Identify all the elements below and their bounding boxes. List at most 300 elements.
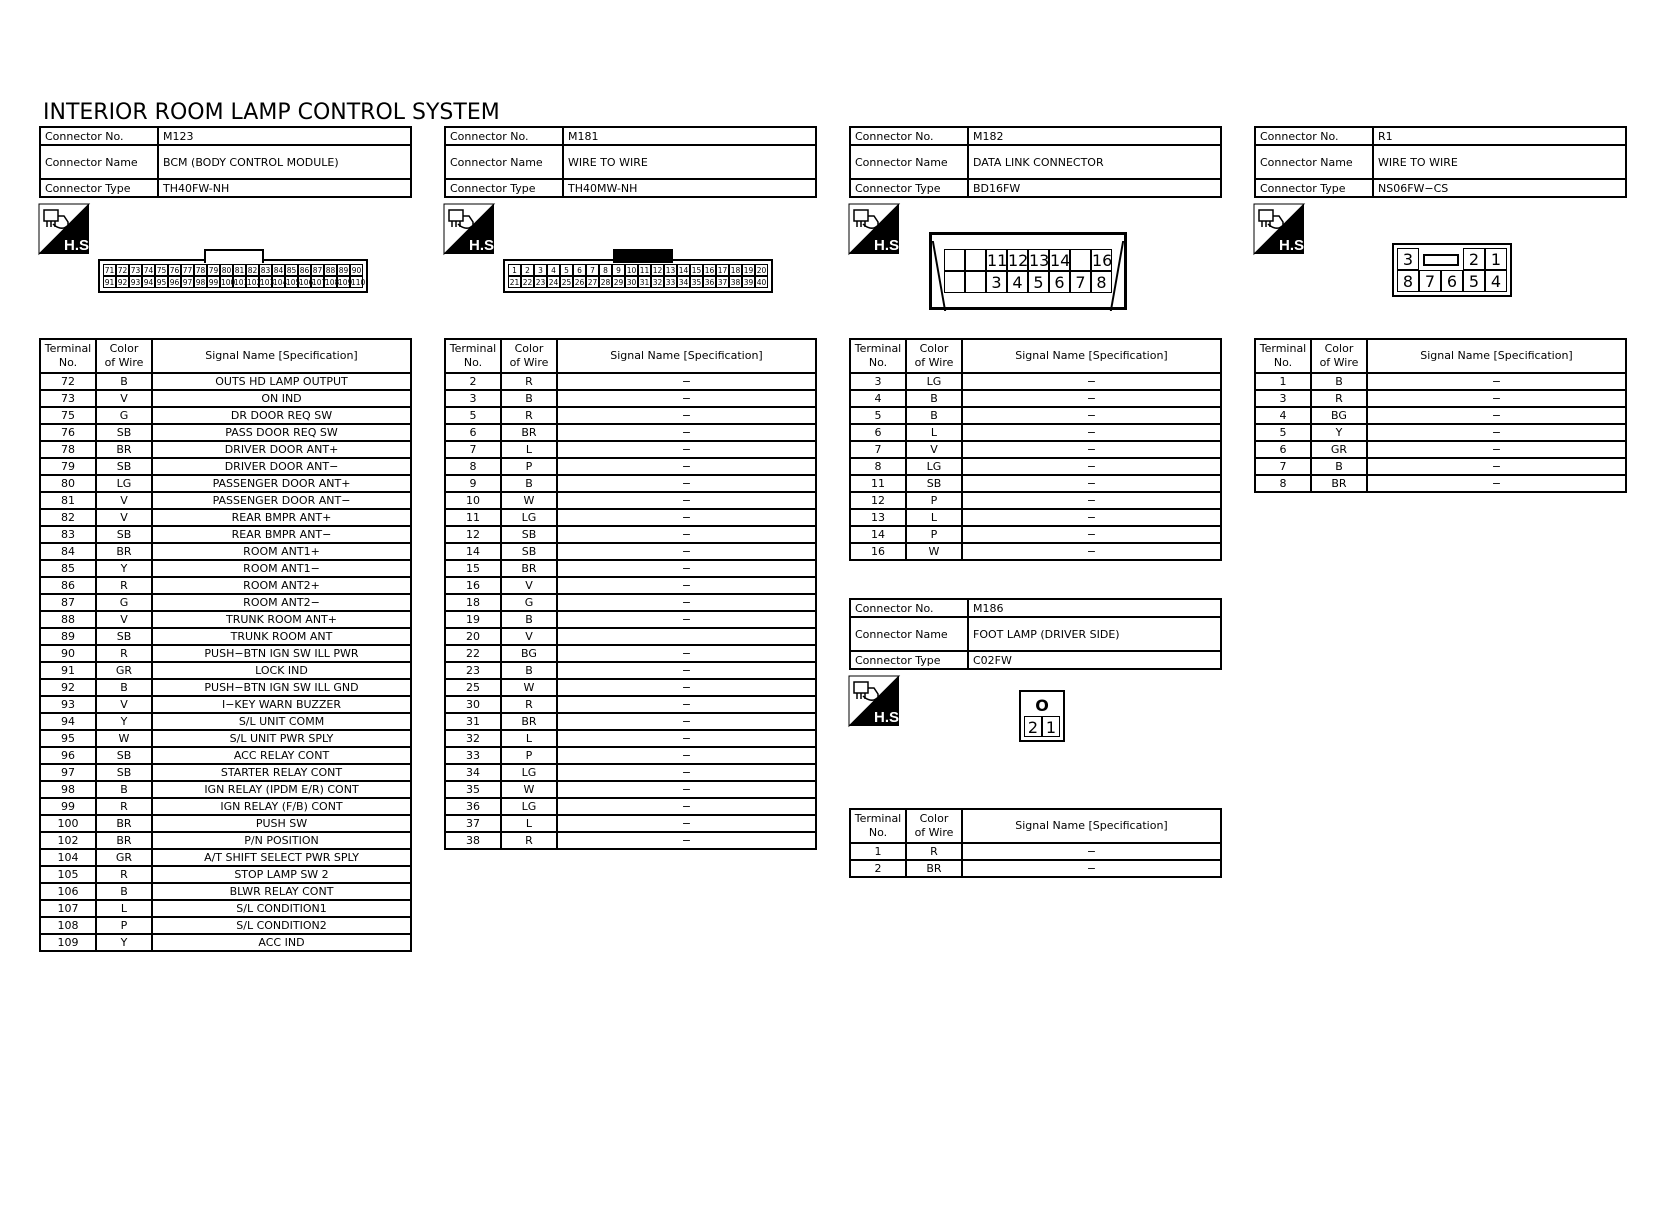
- table-row: [40, 730, 411, 747]
- terminal-no: 85: [40, 560, 96, 577]
- connector-name-value: WIRE TO WIRE: [563, 145, 816, 179]
- pin-cell: 3: [1397, 248, 1419, 270]
- pin-cell: 20: [756, 266, 767, 275]
- pin-row: [1024, 716, 1060, 737]
- connector-info-table: [849, 126, 1222, 198]
- pin-cell: [944, 249, 965, 271]
- table-row: [40, 594, 411, 611]
- signal-name: PASSENGER DOOR ANT−: [152, 492, 411, 509]
- wire-color: BR: [501, 713, 557, 730]
- wire-color: L: [501, 730, 557, 747]
- table-row: [40, 900, 411, 917]
- wire-color: SB: [906, 475, 962, 492]
- pin-cell: 33: [665, 278, 676, 287]
- terminal-no: 89: [40, 628, 96, 645]
- wire-color: B: [501, 611, 557, 628]
- table-row: [40, 526, 411, 543]
- table-row: [40, 407, 411, 424]
- connector-face-diagram: [929, 232, 1127, 310]
- wire-color: BR: [96, 543, 152, 560]
- pin-cell: 13: [665, 266, 676, 275]
- signal-name: −: [557, 696, 816, 713]
- wire-color: R: [501, 832, 557, 849]
- wire-color: R: [96, 645, 152, 662]
- signal-name: −: [557, 407, 816, 424]
- connector-lock-tab: [613, 249, 673, 263]
- signal-name-header: Signal Name [Specification]: [962, 809, 1221, 843]
- pin-cell: 14: [1050, 251, 1071, 270]
- terminal-no: 25: [445, 679, 501, 696]
- wire-color: SB: [96, 526, 152, 543]
- table-row: [445, 628, 816, 645]
- connector-type-label: Connector Type: [40, 179, 158, 197]
- pin-cell: 93: [130, 278, 141, 287]
- pin-cell: 76: [169, 266, 180, 275]
- table-row: [445, 560, 816, 577]
- table-row: [850, 407, 1221, 424]
- pin-cell: 19: [743, 266, 754, 275]
- connector-name-label: Connector Name: [850, 617, 968, 651]
- connector-type-label: Connector Type: [850, 179, 968, 197]
- pin-cell: 11: [639, 266, 650, 275]
- signal-name: −: [962, 458, 1221, 475]
- terminal-no: 108: [40, 917, 96, 934]
- wire-color: SB: [96, 424, 152, 441]
- wire-color: P: [906, 526, 962, 543]
- wire-color: LG: [96, 475, 152, 492]
- connector-no-value: M123: [158, 127, 411, 145]
- signal-name: [557, 628, 816, 645]
- terminal-no: 12: [850, 492, 906, 509]
- connector-name-label: Connector Name: [445, 145, 563, 179]
- terminal-no: 15: [445, 560, 501, 577]
- terminal-no: 94: [40, 713, 96, 730]
- wire-color: P: [906, 492, 962, 509]
- terminal-no: 7: [850, 441, 906, 458]
- wire-color-header: Color of Wire: [501, 339, 557, 373]
- connector-type-row: [445, 179, 816, 197]
- table-row: [1255, 390, 1626, 407]
- connector-info-table: [444, 126, 817, 198]
- pin-cell: 4: [1485, 270, 1507, 292]
- pin-cell: 100: [221, 278, 236, 287]
- wire-color: V: [501, 577, 557, 594]
- pin-cell: 96: [169, 278, 180, 287]
- signal-name: −: [557, 645, 816, 662]
- signal-name: −: [557, 543, 816, 560]
- connector-face-diagram: [98, 259, 368, 293]
- pin-cell: 12: [1008, 251, 1029, 270]
- table-row: [1255, 407, 1626, 424]
- table-row: [40, 628, 411, 645]
- signal-name: −: [557, 560, 816, 577]
- pin-cell: 83: [260, 266, 271, 275]
- signal-name: DRIVER DOOR ANT+: [152, 441, 411, 458]
- wire-color: L: [906, 509, 962, 526]
- terminal-no: 4: [850, 390, 906, 407]
- pin-cell: 36: [704, 278, 715, 287]
- signal-name: I−KEY WARN BUZZER: [152, 696, 411, 713]
- wire-color: W: [501, 679, 557, 696]
- hs-label: H.S.: [1279, 237, 1309, 254]
- table-row: [445, 390, 816, 407]
- wire-color: SB: [96, 458, 152, 475]
- wire-color: B: [501, 390, 557, 407]
- terminal-no: 38: [445, 832, 501, 849]
- table-row: [40, 611, 411, 628]
- pin-cell: 71: [104, 266, 115, 275]
- pin-cell: 87: [312, 266, 323, 275]
- table-row: [445, 747, 816, 764]
- wire-color: V: [501, 628, 557, 645]
- connector-info-table: [39, 126, 412, 198]
- table-row: [850, 475, 1221, 492]
- signal-name: REAR BMPR ANT−: [152, 526, 411, 543]
- pin-cell: 14: [678, 266, 689, 275]
- signal-name: OUTS HD LAMP OUTPUT: [152, 373, 411, 390]
- pin-cell: [1070, 249, 1091, 271]
- pin-cell: 5: [1028, 271, 1049, 293]
- pin-cell: 101: [234, 278, 249, 287]
- pin-cell: 7: [586, 264, 599, 276]
- terminal-no: 105: [40, 866, 96, 883]
- harness-side-icon: [1254, 204, 1309, 254]
- table-row: [445, 492, 816, 509]
- connector-no-row: [850, 599, 1221, 617]
- pin-cell: 85: [286, 266, 297, 275]
- terminal-no: 5: [445, 407, 501, 424]
- pin-cell: 90: [351, 266, 362, 275]
- signal-name: PUSH−BTN IGN SW ILL PWR: [152, 645, 411, 662]
- wire-color: B: [906, 390, 962, 407]
- connector-name-value: DATA LINK CONNECTOR: [968, 145, 1221, 179]
- pin-row: [1397, 248, 1507, 270]
- terminal-no: 6: [850, 424, 906, 441]
- signal-name: −: [557, 611, 816, 628]
- signal-name: −: [557, 475, 816, 492]
- hs-label: H.S.: [469, 237, 499, 254]
- signal-name: TRUNK ROOM ANT: [152, 628, 411, 645]
- table-row: [40, 815, 411, 832]
- terminal-no: 91: [40, 662, 96, 679]
- wire-color: L: [501, 441, 557, 458]
- wire-color: L: [96, 900, 152, 917]
- wire-color: SB: [96, 764, 152, 781]
- terminal-no-header: Terminal No.: [445, 339, 501, 373]
- wire-color: W: [906, 543, 962, 560]
- table-row: [445, 798, 816, 815]
- terminal-no: 109: [40, 934, 96, 951]
- wire-color: BR: [1311, 475, 1367, 492]
- table-row: [445, 407, 816, 424]
- pin-cell: 17: [717, 266, 728, 275]
- connector-name-label: Connector Name: [1255, 145, 1373, 179]
- terminal-no: 8: [445, 458, 501, 475]
- connector-type-row: [40, 179, 411, 197]
- terminal-no: 82: [40, 509, 96, 526]
- signal-name: ROOM ANT1−: [152, 560, 411, 577]
- table-row: [445, 611, 816, 628]
- pin-cell: 6: [573, 264, 586, 276]
- pin-cell: 2: [521, 264, 534, 276]
- pin-cell: 13: [1029, 251, 1050, 270]
- pin-cell: 26: [574, 278, 585, 287]
- pin-cell: 75: [156, 266, 167, 275]
- connector-no-row: [445, 127, 816, 145]
- table-row: [445, 815, 816, 832]
- pin-table-header: [850, 809, 1221, 843]
- pin-cell: 5: [1463, 270, 1485, 292]
- connector-no-label: Connector No.: [445, 127, 563, 145]
- connector-type-value: C02FW: [968, 651, 1221, 669]
- pin-cell: 103: [260, 278, 275, 287]
- connector-type-row: [850, 179, 1221, 197]
- pin-cell: 110: [351, 278, 366, 287]
- wire-color: BR: [501, 560, 557, 577]
- pin-assignment-table: [849, 808, 1222, 878]
- wire-color: BR: [96, 815, 152, 832]
- terminal-no: 93: [40, 696, 96, 713]
- connector-name-value: FOOT LAMP (DRIVER SIDE): [968, 617, 1221, 651]
- table-row: [850, 424, 1221, 441]
- pin-cell: O: [1035, 696, 1049, 715]
- table-row: [40, 509, 411, 526]
- terminal-no: 16: [445, 577, 501, 594]
- table-row: [40, 441, 411, 458]
- wire-color: R: [501, 696, 557, 713]
- connector-no-label: Connector No.: [850, 127, 968, 145]
- connector-type-value: NS06FW−CS: [1373, 179, 1626, 197]
- pin-cell: 8: [1397, 270, 1419, 292]
- pin-cell: 81: [234, 266, 245, 275]
- terminal-no: 2: [850, 860, 906, 877]
- table-row: [445, 526, 816, 543]
- wire-color: P: [501, 458, 557, 475]
- table-row: [40, 577, 411, 594]
- harness-side-icon: [444, 204, 499, 254]
- table-row: [40, 713, 411, 730]
- wire-color: Y: [1311, 424, 1367, 441]
- pin-cell: 104: [273, 278, 288, 287]
- table-row: [40, 832, 411, 849]
- wire-color: R: [96, 577, 152, 594]
- terminal-no: 96: [40, 747, 96, 764]
- wire-color: BR: [96, 832, 152, 849]
- terminal-no: 23: [445, 662, 501, 679]
- wire-color: B: [501, 475, 557, 492]
- table-row: [1255, 441, 1626, 458]
- table-row: [40, 662, 411, 679]
- wire-color: BG: [501, 645, 557, 662]
- page-title: INTERIOR ROOM LAMP CONTROL SYSTEM: [43, 100, 500, 125]
- pin-cell: 2: [1024, 716, 1042, 737]
- terminal-no: 102: [40, 832, 96, 849]
- signal-name: REAR BMPR ANT+: [152, 509, 411, 526]
- pin-table-header: [1255, 339, 1626, 373]
- pin-cell: 28: [600, 278, 611, 287]
- terminal-no: 13: [850, 509, 906, 526]
- terminal-no: 6: [445, 424, 501, 441]
- signal-name: S/L CONDITION2: [152, 917, 411, 934]
- signal-name: STOP LAMP SW 2: [152, 866, 411, 883]
- pin-cell: 7: [1419, 270, 1441, 292]
- terminal-no-header: Terminal No.: [850, 809, 906, 843]
- terminal-no: 11: [850, 475, 906, 492]
- terminal-no: 5: [1255, 424, 1311, 441]
- wire-color: P: [96, 917, 152, 934]
- terminal-no: 3: [1255, 390, 1311, 407]
- signal-name: −: [557, 662, 816, 679]
- wire-color: B: [501, 662, 557, 679]
- connector-no-row: [40, 127, 411, 145]
- connector-name-value: WIRE TO WIRE: [1373, 145, 1626, 179]
- signal-name-header: Signal Name [Specification]: [962, 339, 1221, 373]
- signal-name: TRUNK ROOM ANT+: [152, 611, 411, 628]
- wire-color: LG: [501, 509, 557, 526]
- table-row: [445, 679, 816, 696]
- table-row: [40, 492, 411, 509]
- table-row: [40, 475, 411, 492]
- pin-row: [103, 264, 363, 276]
- connector-m182-panel: [849, 126, 1222, 558]
- wire-color: V: [96, 611, 152, 628]
- terminal-no: 31: [445, 713, 501, 730]
- pin-cell: 16: [704, 266, 715, 275]
- pin-cell: 38: [730, 278, 741, 287]
- pin-cell: 95: [156, 278, 167, 287]
- signal-name: −: [557, 815, 816, 832]
- table-row: [445, 475, 816, 492]
- pin-cell: 18: [730, 266, 741, 275]
- connector-name-row: [1255, 145, 1626, 179]
- pin-cell: 34: [678, 278, 689, 287]
- terminal-no: 2: [445, 373, 501, 390]
- pin-cell: 21: [509, 278, 520, 287]
- terminal-no: 22: [445, 645, 501, 662]
- terminal-no: 8: [1255, 475, 1311, 492]
- pin-cell: 3: [986, 271, 1007, 293]
- signal-name: DRIVER DOOR ANT−: [152, 458, 411, 475]
- pin-cell: 1: [1042, 716, 1060, 737]
- pin-row: [508, 276, 768, 288]
- wire-color: B: [906, 407, 962, 424]
- connector-name-label: Connector Name: [850, 145, 968, 179]
- pin-cell: 105: [286, 278, 301, 287]
- terminal-no: 87: [40, 594, 96, 611]
- pin-table-header: [40, 339, 411, 373]
- wire-color: W: [501, 492, 557, 509]
- terminal-no: 14: [850, 526, 906, 543]
- pin-cell: 11: [987, 251, 1008, 270]
- wire-color: L: [906, 424, 962, 441]
- terminal-no: 7: [445, 441, 501, 458]
- wire-color: V: [96, 696, 152, 713]
- signal-name: ACC IND: [152, 934, 411, 951]
- signal-name: −: [1367, 475, 1626, 492]
- signal-name: −: [557, 781, 816, 798]
- connector-type-value: TH40MW-NH: [563, 179, 816, 197]
- connector-type-value: BD16FW: [968, 179, 1221, 197]
- pin-cell: [1419, 248, 1463, 270]
- pin-cell: 94: [143, 278, 154, 287]
- terminal-no: 100: [40, 815, 96, 832]
- pin-cell: 29: [613, 278, 624, 287]
- signal-name: −: [1367, 441, 1626, 458]
- pin-cell: 22: [522, 278, 533, 287]
- wire-color: P: [501, 747, 557, 764]
- table-row: [40, 917, 411, 934]
- pin-cell: 16: [1092, 251, 1113, 270]
- pin-cell: 86: [299, 266, 310, 275]
- pin-cell: 8: [599, 264, 612, 276]
- pin-cell: 92: [117, 278, 128, 287]
- pin-table-header: [445, 339, 816, 373]
- connector-no-label: Connector No.: [1255, 127, 1373, 145]
- pin-row: [944, 249, 1112, 271]
- table-row: [445, 645, 816, 662]
- wire-color: R: [96, 798, 152, 815]
- wire-color: R: [501, 373, 557, 390]
- table-row: [40, 798, 411, 815]
- terminal-no: 86: [40, 577, 96, 594]
- signal-name: IGN RELAY (F/B) CONT: [152, 798, 411, 815]
- wire-color-header: Color of Wire: [1311, 339, 1367, 373]
- signal-name: −: [962, 441, 1221, 458]
- wire-color: Y: [96, 934, 152, 951]
- signal-name: P/N POSITION: [152, 832, 411, 849]
- wire-color: LG: [501, 798, 557, 815]
- pin-cell: 74: [143, 266, 154, 275]
- connector-name-value: BCM (BODY CONTROL MODULE): [158, 145, 411, 179]
- connector-no-value: M181: [563, 127, 816, 145]
- signal-name: −: [962, 543, 1221, 560]
- signal-name: −: [962, 407, 1221, 424]
- table-row: [850, 526, 1221, 543]
- pin-cell: 97: [182, 278, 193, 287]
- signal-name: A/T SHIFT SELECT PWR SPLY: [152, 849, 411, 866]
- connector-type-label: Connector Type: [1255, 179, 1373, 197]
- signal-name: −: [557, 713, 816, 730]
- table-row: [40, 373, 411, 390]
- signal-name: S/L UNIT PWR SPLY: [152, 730, 411, 747]
- connector-name-row: [850, 617, 1221, 651]
- connector-type-row: [1255, 179, 1626, 197]
- wire-color: BR: [906, 860, 962, 877]
- signal-name: −: [962, 860, 1221, 877]
- signal-name: ON IND: [152, 390, 411, 407]
- terminal-no-header: Terminal No.: [1255, 339, 1311, 373]
- terminal-no: 36: [445, 798, 501, 815]
- pin-cell: 99: [208, 278, 219, 287]
- terminal-no: 75: [40, 407, 96, 424]
- signal-name: −: [962, 492, 1221, 509]
- terminal-no: 30: [445, 696, 501, 713]
- pin-cell: 2: [1463, 248, 1485, 270]
- connector-face-diagram: [503, 259, 773, 293]
- terminal-no: 10: [445, 492, 501, 509]
- wire-color: Y: [96, 713, 152, 730]
- connector-name-row: [40, 145, 411, 179]
- table-row: [445, 696, 816, 713]
- signal-name: −: [557, 492, 816, 509]
- pin-cell: 84: [273, 266, 284, 275]
- signal-name: PUSH−BTN IGN SW ILL GND: [152, 679, 411, 696]
- table-row: [40, 679, 411, 696]
- terminal-no: 35: [445, 781, 501, 798]
- terminal-no: 7: [1255, 458, 1311, 475]
- terminal-no: 83: [40, 526, 96, 543]
- table-row: [850, 860, 1221, 877]
